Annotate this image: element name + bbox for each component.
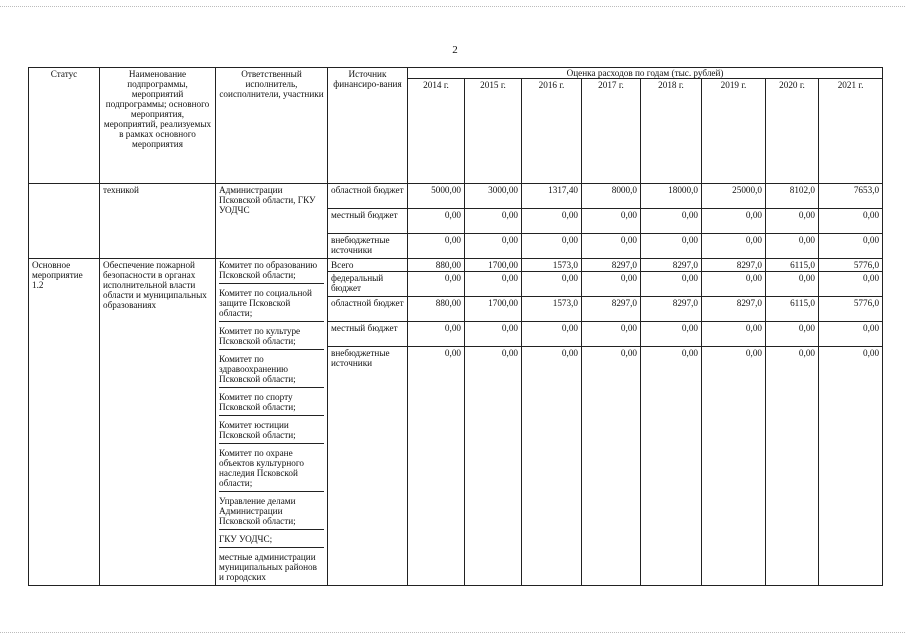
executor-item: Управление делами Администрации Псковской области; (219, 495, 324, 530)
value-cell: 6115,0 (766, 297, 819, 322)
executor-item: Комитет по спорту Псковской области; (219, 391, 324, 416)
year-header: 2018 г. (641, 79, 702, 184)
header-name: Наименование подпрограммы, мероприятий подпрограммы; основного мероприятия, мероприятий, реализуемых в рамках основного мероприятия (100, 68, 216, 184)
value-cell: 8000,0 (582, 184, 641, 209)
executor-item: Комитет по здравоохранению Псковской области; (219, 353, 324, 388)
table-row (29, 259, 883, 272)
table-row (29, 184, 883, 209)
value-cell: 0,00 (819, 234, 883, 259)
header-source: Источник финансиро-вания (328, 68, 408, 184)
value-cell: 0,00 (408, 234, 465, 259)
value-cell: 0,00 (641, 322, 702, 347)
value-cell: 1700,00 (465, 259, 522, 272)
value-cell: 8102,0 (766, 184, 819, 209)
year-header: 2021 г. (819, 79, 883, 184)
year-header: 2015 г. (465, 79, 522, 184)
value-cell: 0,00 (641, 347, 702, 586)
value-cell: 880,00 (408, 297, 465, 322)
source-cell: местный бюджет (328, 322, 408, 347)
executor-item: Комитет по культуре Псковской области; (219, 325, 324, 350)
header-estimate: Оценка расходов по годам (тыс. рублей) (408, 68, 883, 79)
value-cell: 0,00 (766, 272, 819, 297)
value-cell: 0,00 (766, 234, 819, 259)
value-cell: 0,00 (819, 272, 883, 297)
source-cell: Всего (328, 259, 408, 272)
value-cell: 8297,0 (702, 297, 766, 322)
value-cell: 1317,40 (522, 184, 582, 209)
value-cell: 0,00 (766, 322, 819, 347)
source-cell: местный бюджет (328, 209, 408, 234)
value-cell: 0,00 (465, 272, 522, 297)
value-cell: 1700,00 (465, 297, 522, 322)
value-cell: 880,00 (408, 259, 465, 272)
value-cell: 0,00 (819, 209, 883, 234)
executors-cell (216, 259, 328, 586)
year-header: 2020 г. (766, 79, 819, 184)
value-cell: 0,00 (465, 234, 522, 259)
executor-item: местные администрации муниципальных районов и городских (219, 552, 317, 582)
executor-item: Комитет юстиции Псковской области; (219, 419, 324, 444)
value-cell: 0,00 (522, 272, 582, 297)
value-cell: 0,00 (522, 209, 582, 234)
value-cell: 0,00 (522, 322, 582, 347)
value-cell: 0,00 (702, 347, 766, 586)
value-cell: 0,00 (702, 209, 766, 234)
budget-table (28, 67, 883, 586)
value-cell: 8297,0 (582, 259, 641, 272)
scan-edge-top (0, 0, 905, 7)
value-cell: 0,00 (582, 209, 641, 234)
source-cell: федеральный бюджет (328, 272, 408, 297)
value-cell: 0,00 (465, 322, 522, 347)
value-cell: 0,00 (641, 209, 702, 234)
value-cell: 8297,0 (582, 297, 641, 322)
executor-item: Комитет по охране объектов культурного наследия Псковской области; (219, 447, 324, 492)
value-cell: 0,00 (766, 209, 819, 234)
header-status: Статус (29, 68, 100, 184)
status-cell-empty (29, 184, 100, 259)
measure-name-cell: Обеспечение пожарной безопасности в органах исполнительной власти области и муниципальных образованиях (100, 259, 216, 586)
value-cell: 0,00 (408, 347, 465, 586)
value-cell: 0,00 (522, 347, 582, 586)
value-cell: 0,00 (408, 209, 465, 234)
value-cell: 8297,0 (702, 259, 766, 272)
value-cell: 0,00 (465, 347, 522, 586)
value-cell: 0,00 (766, 347, 819, 586)
value-cell: 0,00 (408, 272, 465, 297)
value-cell: 18000,0 (641, 184, 702, 209)
value-cell: 5000,00 (408, 184, 465, 209)
source-cell: внебюджетные источники (328, 347, 408, 586)
value-cell: 1573,0 (522, 259, 582, 272)
value-cell: 0,00 (702, 272, 766, 297)
executor-item: Комитет по социальной защите Псковской области; (219, 287, 324, 322)
value-cell: 0,00 (641, 272, 702, 297)
year-header: 2019 г. (702, 79, 766, 184)
value-cell: 0,00 (819, 347, 883, 586)
value-cell: 25000,0 (702, 184, 766, 209)
value-cell: 0,00 (702, 234, 766, 259)
status-cell: Основное мероприятие 1.2 (29, 259, 100, 586)
source-cell: областной бюджет (328, 184, 408, 209)
measure-name-cell: техникой (100, 184, 216, 259)
year-header: 2014 г. (408, 79, 465, 184)
year-header: 2016 г. (522, 79, 582, 184)
value-cell: 0,00 (819, 322, 883, 347)
source-cell: внебюджетные источники (328, 234, 408, 259)
value-cell: 0,00 (582, 322, 641, 347)
value-cell: 0,00 (582, 272, 641, 297)
value-cell: 7653,0 (819, 184, 883, 209)
value-cell: 0,00 (702, 322, 766, 347)
value-cell: 0,00 (465, 209, 522, 234)
value-cell: 0,00 (408, 322, 465, 347)
source-cell: областной бюджет (328, 297, 408, 322)
executors-cell: Администрации Псковской области, ГКУ УОДЧС (216, 184, 328, 259)
value-cell: 5776,0 (819, 259, 883, 272)
value-cell: 8297,0 (641, 297, 702, 322)
header-responsible: Ответственный исполнитель, соисполнители, участники (216, 68, 328, 184)
page-number: 2 (452, 44, 458, 56)
year-header: 2017 г. (582, 79, 641, 184)
value-cell: 0,00 (641, 234, 702, 259)
value-cell: 0,00 (582, 347, 641, 586)
value-cell: 8297,0 (641, 259, 702, 272)
value-cell: 0,00 (582, 234, 641, 259)
value-cell: 1573,0 (522, 297, 582, 322)
executor-item: Комитет по образованию Псковской области; (219, 259, 324, 284)
value-cell: 0,00 (522, 234, 582, 259)
value-cell: 5776,0 (819, 297, 883, 322)
value-cell: 3000,00 (465, 184, 522, 209)
executor-item: ГКУ УОДЧС; (219, 533, 324, 548)
value-cell: 6115,0 (766, 259, 819, 272)
